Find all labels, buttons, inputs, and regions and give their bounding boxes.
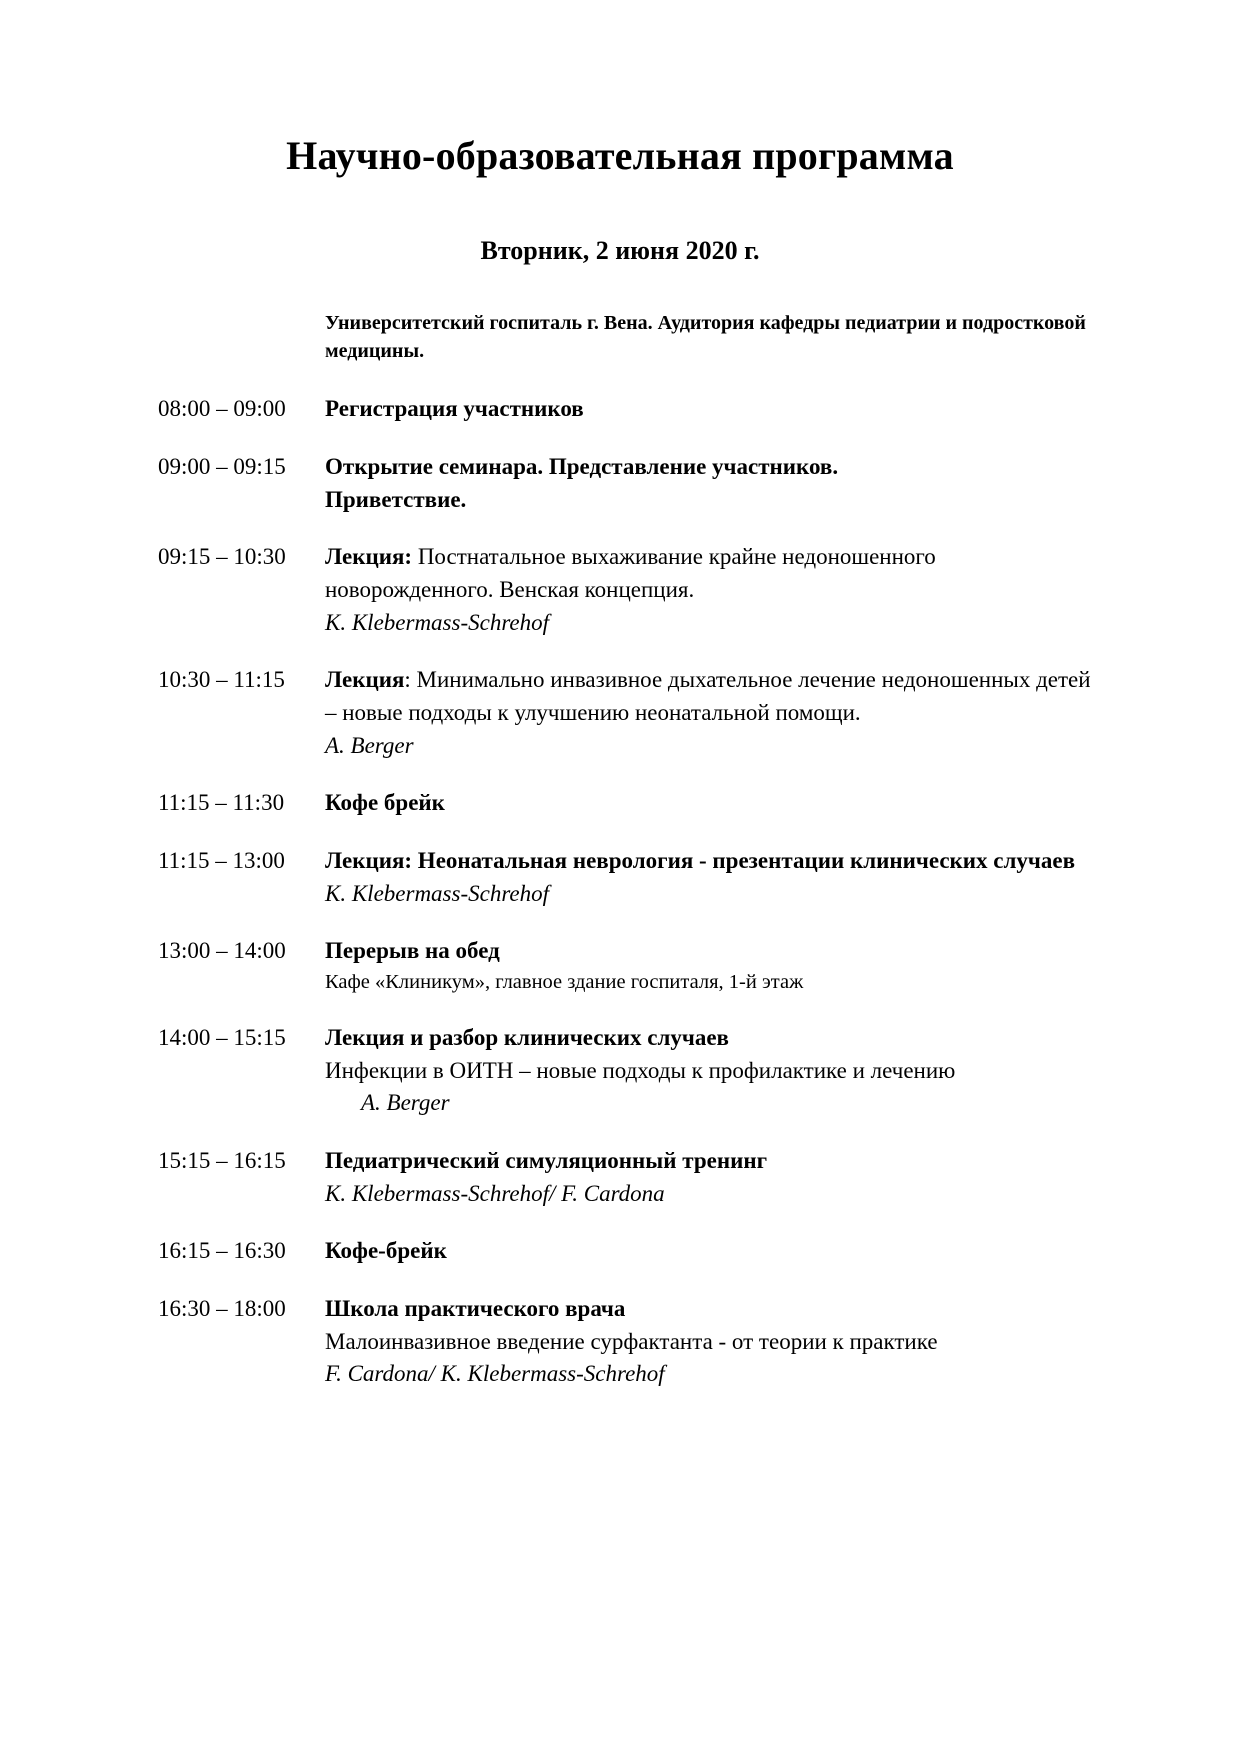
venue-location: Университетский госпиталь г. Вена. Аудитория кафедры педиатрии и подростковой медицины. [325,312,1086,362]
session-details [325,1145,1100,1210]
session-time: 16:30 – 18:00 [158,1295,286,1321]
session-time: 15:15 – 16:15 [158,1147,286,1173]
session-description: : Минимально инвазивное дыхательное лечение недоношенных детей – новые подходы к улучшению неонатальной помощи. [325,667,1091,725]
session-time: 10:30 – 11:15 [158,667,285,693]
session-speaker: F. Cardona/ K. Klebermass-Schrehof [325,1361,665,1387]
session-title: Лекция: Неонатальная неврология - презентации клинических случаев [325,847,1076,873]
schedule-row [0,787,1240,820]
session-subtitle: Малоинвазивное введение сурфактанта - от теории к практике [325,1328,938,1354]
session-details [325,393,1100,426]
session-subtitle: Инфекции в ОИТН – новые подходы к профилактике и лечению [325,1057,956,1083]
session-time: 11:15 – 13:00 [158,847,285,873]
session-time: 08:00 – 09:00 [158,396,286,422]
session-title: Педиатрический симуляционный тренинг [325,1147,768,1173]
session-label: Лекция [325,667,405,693]
schedule-row [0,1235,1240,1268]
schedule-row [0,1145,1240,1210]
session-time: 13:00 – 14:00 [158,938,286,964]
session-time: 14:00 – 15:15 [158,1025,286,1051]
schedule-list [0,365,1240,1391]
session-details [325,1235,1100,1268]
session-details [325,787,1100,820]
session-title [325,664,1100,729]
session-note: Кафе «Клиникум», главное здание госпиталя, 1-й этаж [325,970,804,993]
event-date: Вторник, 2 июня 2020 г. [480,236,760,265]
session-details [325,1293,1100,1391]
session-speaker: A. Berger [361,1090,450,1116]
session-details [325,541,1100,639]
session-speaker: A. Berger [325,732,414,758]
session-speaker: K. Klebermass-Schrehof/ F. Cardona [325,1180,665,1206]
schedule-row [0,1022,1240,1120]
schedule-row [0,1293,1240,1391]
schedule-row [0,664,1240,762]
session-description: Постнатальное выхаживание крайне недоношенного новорожденного. Венская концепция. [325,544,936,602]
session-title: Кофе брейк [325,790,445,816]
schedule-row [0,451,1240,516]
schedule-row [0,541,1240,639]
session-details [325,451,1100,516]
session-title: Лекция и разбор клинических случаев [325,1025,729,1051]
session-title [325,541,1100,606]
session-time: 16:15 – 16:30 [158,1238,286,1264]
session-time: 09:00 – 09:15 [158,454,286,480]
session-details [325,935,1100,997]
schedule-row [0,845,1240,910]
session-title: Регистрация участников [325,396,584,422]
session-title: Приветствие. [325,486,467,512]
session-speaker: K. Klebermass-Schrehof [325,609,550,635]
session-time: 09:15 – 10:30 [158,544,286,570]
session-details [325,845,1100,910]
session-title: Школа практического врача [325,1295,626,1321]
session-time: 11:15 – 11:30 [158,790,285,816]
session-details [325,664,1100,762]
session-title: Кофе-брейк [325,1238,447,1264]
session-label: Лекция: [325,544,413,570]
schedule-row [0,935,1240,997]
session-speaker: K. Klebermass-Schrehof [325,880,550,906]
session-title: Перерыв на обед [325,938,500,964]
session-details [325,1022,1100,1120]
page-title: Научно-образовательная программа [286,133,954,178]
schedule-row [0,393,1240,426]
session-title: Открытие семинара. Представление участников. [325,454,839,480]
